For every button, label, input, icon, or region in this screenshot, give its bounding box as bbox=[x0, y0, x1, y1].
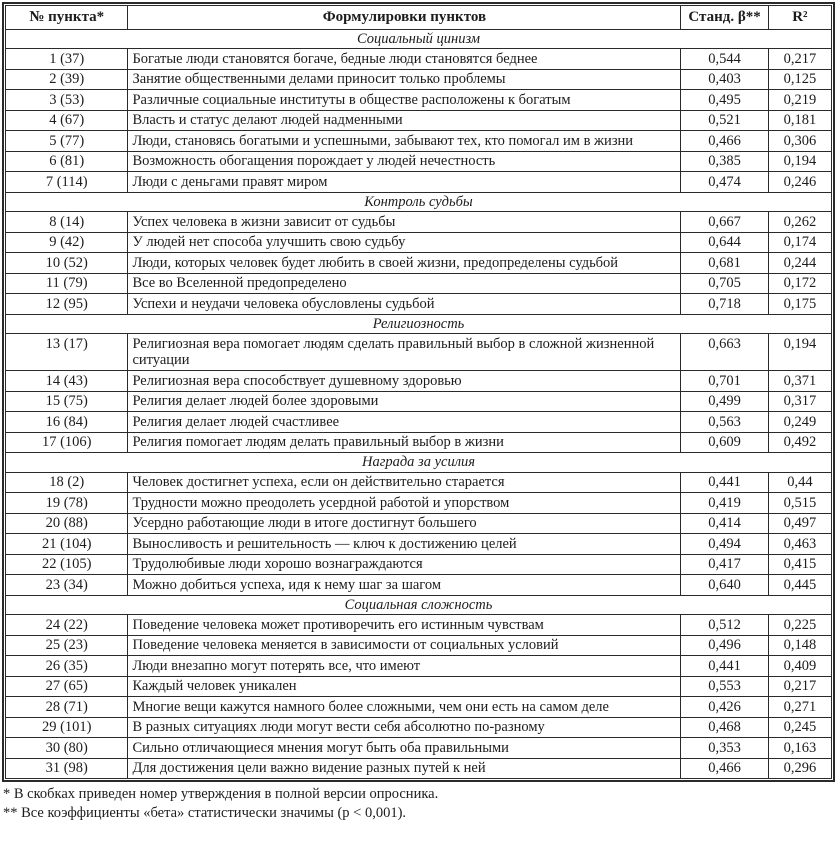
table-row bbox=[6, 513, 832, 534]
table-row bbox=[6, 717, 832, 738]
item-number-cell: 26 (35) bbox=[6, 656, 128, 677]
beta-value-cell: 0,701 bbox=[681, 371, 768, 392]
item-text-cell: В разных ситуациях люди могут вести себя абсолютно по-разному bbox=[128, 717, 681, 738]
item-number-cell: 29 (101) bbox=[6, 717, 128, 738]
results-table bbox=[5, 5, 832, 779]
beta-value-cell: 0,495 bbox=[681, 90, 768, 111]
r2-value-cell: 0,249 bbox=[768, 412, 831, 433]
item-number-cell: 24 (22) bbox=[6, 615, 128, 636]
item-number-cell: 30 (80) bbox=[6, 738, 128, 759]
beta-value-cell: 0,385 bbox=[681, 151, 768, 172]
item-number-cell: 21 (104) bbox=[6, 534, 128, 555]
r2-value-cell: 0,219 bbox=[768, 90, 831, 111]
r2-value-cell: 0,445 bbox=[768, 575, 831, 596]
item-number-cell: 14 (43) bbox=[6, 371, 128, 392]
beta-value-cell: 0,417 bbox=[681, 554, 768, 575]
table-row bbox=[6, 635, 832, 656]
item-number-cell: 8 (14) bbox=[6, 212, 128, 233]
item-number-cell: 4 (67) bbox=[6, 110, 128, 131]
table-row bbox=[6, 758, 832, 779]
table-row bbox=[6, 472, 832, 493]
item-text-cell: Религиозная вера способствует душевному здоровью bbox=[128, 371, 681, 392]
beta-value-cell: 0,663 bbox=[681, 334, 768, 371]
item-number-cell: 25 (23) bbox=[6, 635, 128, 656]
item-number-cell: 20 (88) bbox=[6, 513, 128, 534]
table-row bbox=[6, 294, 832, 315]
item-text-cell: Выносливость и решительность — ключ к достижению целей bbox=[128, 534, 681, 555]
item-text-cell: Люди, становясь богатыми и успешными, забывают тех, кто помогал им в жизни bbox=[128, 131, 681, 152]
item-number-cell: 3 (53) bbox=[6, 90, 128, 111]
item-text-cell: Для достижения цели важно видение разных путей к ней bbox=[128, 758, 681, 779]
item-number-cell: 16 (84) bbox=[6, 412, 128, 433]
item-number-cell: 19 (78) bbox=[6, 493, 128, 514]
beta-value-cell: 0,414 bbox=[681, 513, 768, 534]
r2-value-cell: 0,515 bbox=[768, 493, 831, 514]
r2-value-cell: 0,245 bbox=[768, 717, 831, 738]
r2-value-cell: 0,194 bbox=[768, 151, 831, 172]
item-number-cell: 2 (39) bbox=[6, 69, 128, 90]
footnote-beta-significance: ** Все коэффициенты «бета» статистически значимы (p < 0,001). bbox=[3, 804, 407, 821]
item-text-cell: Поведение человека может противоречить его истинным чувствам bbox=[128, 615, 681, 636]
r2-value-cell: 0,244 bbox=[768, 253, 831, 274]
r2-value-cell: 0,497 bbox=[768, 513, 831, 534]
table-row bbox=[6, 371, 832, 392]
col-header-item-number: № пункта* bbox=[6, 6, 128, 30]
table-body bbox=[6, 29, 832, 779]
item-number-cell: 11 (79) bbox=[6, 273, 128, 294]
r2-value-cell: 0,174 bbox=[768, 232, 831, 253]
item-number-cell: 17 (106) bbox=[6, 432, 128, 453]
section-title: Религиозность bbox=[6, 314, 832, 334]
r2-value-cell: 0,225 bbox=[768, 615, 831, 636]
beta-value-cell: 0,426 bbox=[681, 697, 768, 718]
r2-value-cell: 0,148 bbox=[768, 635, 831, 656]
r2-value-cell: 0,262 bbox=[768, 212, 831, 233]
table-row bbox=[6, 212, 832, 233]
r2-value-cell: 0,194 bbox=[768, 334, 831, 371]
beta-value-cell: 0,466 bbox=[681, 758, 768, 779]
table-row bbox=[6, 69, 832, 90]
item-text-cell: Трудности можно преодолеть усердной работой и упорством bbox=[128, 493, 681, 514]
beta-value-cell: 0,468 bbox=[681, 717, 768, 738]
item-text-cell: Сильно отличающиеся мнения могут быть оба правильными bbox=[128, 738, 681, 759]
beta-value-cell: 0,521 bbox=[681, 110, 768, 131]
col-header-r2: R² bbox=[768, 6, 831, 30]
item-text-cell: Возможность обогащения порождает у людей нечестность bbox=[128, 151, 681, 172]
table-row bbox=[6, 151, 832, 172]
beta-value-cell: 0,640 bbox=[681, 575, 768, 596]
table-row bbox=[6, 676, 832, 697]
item-text-cell: Все во Вселенной предопределено bbox=[128, 273, 681, 294]
item-text-cell: Религия делает людей более здоровыми bbox=[128, 391, 681, 412]
section-title: Награда за усилия bbox=[6, 453, 832, 473]
beta-value-cell: 0,353 bbox=[681, 738, 768, 759]
beta-value-cell: 0,512 bbox=[681, 615, 768, 636]
item-number-cell: 15 (75) bbox=[6, 391, 128, 412]
table-row bbox=[6, 554, 832, 575]
table-row bbox=[6, 534, 832, 555]
beta-value-cell: 0,403 bbox=[681, 69, 768, 90]
table-row bbox=[6, 273, 832, 294]
item-text-cell: Люди, которых человек будет любить в своей жизни, предопределены судьбой bbox=[128, 253, 681, 274]
item-text-cell: Люди с деньгами правят миром bbox=[128, 172, 681, 193]
r2-value-cell: 0,296 bbox=[768, 758, 831, 779]
header-row bbox=[6, 6, 832, 30]
beta-value-cell: 0,667 bbox=[681, 212, 768, 233]
r2-value-cell: 0,181 bbox=[768, 110, 831, 131]
r2-value-cell: 0,409 bbox=[768, 656, 831, 677]
r2-value-cell: 0,172 bbox=[768, 273, 831, 294]
item-text-cell: Многие вещи кажутся намного более сложными, чем они есть на самом деле bbox=[128, 697, 681, 718]
table-row bbox=[6, 253, 832, 274]
item-number-cell: 22 (105) bbox=[6, 554, 128, 575]
beta-value-cell: 0,718 bbox=[681, 294, 768, 315]
r2-value-cell: 0,44 bbox=[768, 472, 831, 493]
col-header-item-text: Формулировки пунктов bbox=[128, 6, 681, 30]
item-text-cell: Богатые люди становятся богаче, бедные люди становятся беднее bbox=[128, 49, 681, 70]
r2-value-cell: 0,317 bbox=[768, 391, 831, 412]
r2-value-cell: 0,463 bbox=[768, 534, 831, 555]
beta-value-cell: 0,609 bbox=[681, 432, 768, 453]
table-row bbox=[6, 334, 832, 371]
section-title: Контроль судьбы bbox=[6, 192, 832, 212]
r2-value-cell: 0,492 bbox=[768, 432, 831, 453]
item-number-cell: 6 (81) bbox=[6, 151, 128, 172]
item-text-cell: Религия делает людей счастливее bbox=[128, 412, 681, 433]
beta-value-cell: 0,474 bbox=[681, 172, 768, 193]
item-text-cell: Власть и статус делают людей надменными bbox=[128, 110, 681, 131]
beta-value-cell: 0,705 bbox=[681, 273, 768, 294]
beta-value-cell: 0,441 bbox=[681, 656, 768, 677]
r2-value-cell: 0,217 bbox=[768, 676, 831, 697]
table-row bbox=[6, 656, 832, 677]
col-header-beta: Станд. β** bbox=[681, 6, 768, 30]
table-row bbox=[6, 615, 832, 636]
r2-value-cell: 0,217 bbox=[768, 49, 831, 70]
r2-value-cell: 0,371 bbox=[768, 371, 831, 392]
item-text-cell: Поведение человека меняется в зависимости от социальных условий bbox=[128, 635, 681, 656]
table-row bbox=[6, 412, 832, 433]
item-number-cell: 10 (52) bbox=[6, 253, 128, 274]
r2-value-cell: 0,246 bbox=[768, 172, 831, 193]
footnote-item-numbering: * В скобках приведен номер утверждения в полной версии опросника. bbox=[3, 786, 439, 802]
item-text-cell: Трудолюбивые люди хорошо вознаграждаются bbox=[128, 554, 681, 575]
beta-value-cell: 0,544 bbox=[681, 49, 768, 70]
r2-value-cell: 0,271 bbox=[768, 697, 831, 718]
item-text-cell: Каждый человек уникален bbox=[128, 676, 681, 697]
item-text-cell: Успех человека в жизни зависит от судьбы bbox=[128, 212, 681, 233]
table-row bbox=[6, 391, 832, 412]
table-row bbox=[6, 738, 832, 759]
beta-value-cell: 0,499 bbox=[681, 391, 768, 412]
item-number-cell: 9 (42) bbox=[6, 232, 128, 253]
section-header-row bbox=[6, 29, 832, 49]
item-text-cell: Различные социальные институты в обществе расположены к богатым bbox=[128, 90, 681, 111]
item-number-cell: 12 (95) bbox=[6, 294, 128, 315]
item-text-cell: Можно добиться успеха, идя к нему шаг за шагом bbox=[128, 575, 681, 596]
r2-value-cell: 0,163 bbox=[768, 738, 831, 759]
section-header-row bbox=[6, 595, 832, 615]
section-header-row bbox=[6, 192, 832, 212]
item-number-cell: 1 (37) bbox=[6, 49, 128, 70]
r2-value-cell: 0,175 bbox=[768, 294, 831, 315]
item-text-cell: Занятие общественными делами приносит только проблемы bbox=[128, 69, 681, 90]
section-title: Социальная сложность bbox=[6, 595, 832, 615]
beta-value-cell: 0,496 bbox=[681, 635, 768, 656]
item-number-cell: 31 (98) bbox=[6, 758, 128, 779]
beta-value-cell: 0,494 bbox=[681, 534, 768, 555]
results-table-frame bbox=[2, 2, 835, 782]
table-row bbox=[6, 131, 832, 152]
item-number-cell: 5 (77) bbox=[6, 131, 128, 152]
table-row bbox=[6, 172, 832, 193]
item-text-cell: Люди внезапно могут потерять все, что имеют bbox=[128, 656, 681, 677]
beta-value-cell: 0,466 bbox=[681, 131, 768, 152]
table-row bbox=[6, 110, 832, 131]
table-row bbox=[6, 575, 832, 596]
table-row bbox=[6, 697, 832, 718]
item-number-cell: 7 (114) bbox=[6, 172, 128, 193]
table-row bbox=[6, 432, 832, 453]
r2-value-cell: 0,306 bbox=[768, 131, 831, 152]
r2-value-cell: 0,125 bbox=[768, 69, 831, 90]
item-text-cell: Религиозная вера помогает людям сделать правильный выбор в сложной жизненной ситуации bbox=[128, 334, 681, 371]
item-number-cell: 18 (2) bbox=[6, 472, 128, 493]
beta-value-cell: 0,681 bbox=[681, 253, 768, 274]
beta-value-cell: 0,553 bbox=[681, 676, 768, 697]
table-row bbox=[6, 493, 832, 514]
section-title: Социальный цинизм bbox=[6, 29, 832, 49]
beta-value-cell: 0,563 bbox=[681, 412, 768, 433]
beta-value-cell: 0,644 bbox=[681, 232, 768, 253]
beta-value-cell: 0,419 bbox=[681, 493, 768, 514]
section-header-row bbox=[6, 453, 832, 473]
section-header-row bbox=[6, 314, 832, 334]
item-number-cell: 13 (17) bbox=[6, 334, 128, 371]
item-text-cell: У людей нет способа улучшить свою судьбу bbox=[128, 232, 681, 253]
table-row bbox=[6, 232, 832, 253]
r2-value-cell: 0,415 bbox=[768, 554, 831, 575]
table-row bbox=[6, 90, 832, 111]
item-number-cell: 28 (71) bbox=[6, 697, 128, 718]
item-number-cell: 27 (65) bbox=[6, 676, 128, 697]
item-text-cell: Человек достигнет успеха, если он действительно старается bbox=[128, 472, 681, 493]
item-text-cell: Религия помогает людям делать правильный выбор в жизни bbox=[128, 432, 681, 453]
item-number-cell: 23 (34) bbox=[6, 575, 128, 596]
footnotes bbox=[2, 785, 837, 822]
table-row bbox=[6, 49, 832, 70]
item-text-cell: Усердно работающие люди в итоге достигнут большего bbox=[128, 513, 681, 534]
beta-value-cell: 0,441 bbox=[681, 472, 768, 493]
item-text-cell: Успехи и неудачи человека обусловлены судьбой bbox=[128, 294, 681, 315]
